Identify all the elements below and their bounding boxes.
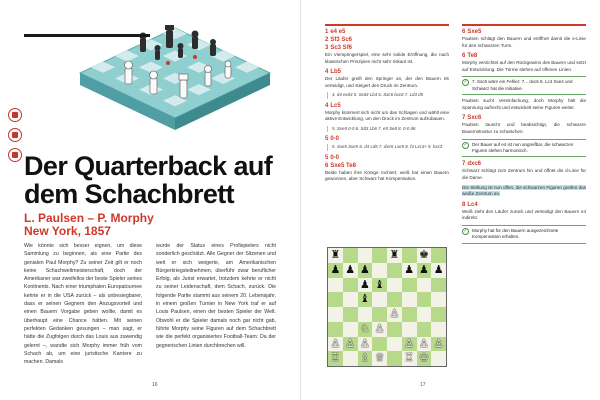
move-number: 7 — [462, 115, 466, 122]
move-heading — [325, 28, 449, 36]
board-square — [328, 307, 343, 322]
move-notation: 0-0 — [330, 136, 340, 143]
board-square — [402, 292, 417, 307]
chess-piece-icon: ♙ — [374, 321, 385, 335]
chess-diagram — [327, 247, 447, 367]
move-notation: 0-0 — [330, 154, 340, 161]
move-notation: Te8 — [467, 53, 478, 60]
check-icon: ✓ — [463, 79, 468, 86]
chess-piece-icon: ♕ — [374, 351, 385, 365]
move-notation: Sf3 Sc6 — [330, 37, 353, 43]
annotation-note — [462, 76, 586, 95]
board-square — [343, 292, 358, 307]
column-rule — [325, 24, 449, 26]
move-heading — [325, 68, 449, 76]
move-number: 6 — [325, 162, 329, 169]
chess-piece-icon: ♝ — [374, 277, 385, 291]
chess-piece-icon: ♜ — [330, 248, 341, 261]
chess-piece-icon: ♜ — [389, 248, 400, 261]
board-square — [402, 322, 417, 337]
variation-line: 5. Sxe5 0-0 6. Sd3 Lb6 7. e5 Se8 8. 0-0 d6 — [327, 126, 449, 132]
board-square — [417, 307, 432, 322]
commentary-paragraph: Paulsen sucht Vereinfachung, doch Morphy hält die Spannung aufrecht und entwickelt seine Figuren weiter. — [462, 98, 586, 110]
board-square — [328, 278, 343, 293]
game-byline — [24, 212, 154, 238]
highlighted-paragraph — [462, 185, 586, 198]
move-number: 4 — [325, 69, 329, 76]
move-notation: Sc3 Sf6 — [330, 45, 353, 51]
board-square — [417, 278, 432, 293]
commentary-paragraph: Der Läufer greift den Springer an, der den Bauern e5 verteidigt, und steigert den Druck im Zentrum. — [325, 76, 449, 88]
move-heading — [325, 102, 449, 110]
board-square — [431, 278, 446, 293]
commentary-paragraph: Weiß zieht den Läufer zurück und verteidigt den Bauern e4 indirekt. — [462, 208, 586, 221]
variation-line: 5. Sxe5 Sxe5 6. d4 Ld6 7. dxe5 Lxe5 8. f4 Lxc3+ 9. bxc3 — [327, 144, 449, 150]
move-heading — [462, 52, 586, 60]
move-number: 6 — [462, 53, 466, 60]
chess-piece-icon: ♙ — [345, 336, 356, 350]
check-icon: ✓ — [463, 141, 468, 148]
move-notation: Lc5 — [330, 102, 341, 109]
board-square — [431, 307, 446, 322]
chess-piece-icon: ♖ — [404, 351, 415, 365]
move-heading — [462, 28, 586, 36]
move-number: 7 — [462, 161, 466, 168]
body-column-1: Wie könnte sich besser eignen, um diese Sammlung zu beginnen, als eine Partie des genialen Paul Morphy? Zu seiner Zeit gilt er noch keine Schachweltmeisterschaft, doch der Amerikaner war zweifellos der beste Spieler seines Kontinents. Nach einer triumphalen Europatournee kehrte er in die USA zurück – als unbesiegbarer, dass er seinen Gegnern den Anzugsvorteil und einen Bauern Vorgabe geben wollte, damit es überhaupt eine Chance hätten. Mit seinen perfekten Gedanken gesungen – man sagt, er hätte die Zugfolgen durch das Louis aus zuwendig gelernt –, wandte sich Morphy immer früh vom Schach ab, um eine juristische Karriere zu machen. Damals — [24, 243, 142, 366]
players-label: L. Paulsen – P. Morphy — [24, 211, 154, 225]
board-square — [343, 351, 358, 366]
move-notation: Lb5 — [330, 69, 342, 76]
chess-piece-icon: ♗ — [359, 351, 370, 365]
commentary-paragraph: Ein Vierspringerspiel, eine sehr solide Eröffnung, die nach klassischen Prinzipien nicht sehr riskant ist. — [325, 52, 449, 64]
board-square — [387, 322, 402, 337]
moves-column-a — [325, 24, 449, 186]
board-square — [431, 322, 446, 337]
chess-piece-icon: ♙ — [389, 307, 400, 320]
board-square — [417, 292, 432, 307]
annotation-note — [462, 225, 586, 244]
theme-icon — [8, 148, 22, 162]
chess-piece-icon: ♟ — [330, 262, 341, 276]
move-notation: Sxe5 Te8 — [330, 162, 356, 169]
chess-piece-icon: ♖ — [330, 351, 341, 365]
commentary-paragraph: Morphy verzichtet auf den Rückgewinn des Bauern und setzt auf Entwicklung. Die Türme stehen auf offenen Linien. — [462, 60, 586, 72]
chess-piece-icon: ♚ — [418, 248, 429, 261]
chess-piece-icon: ♝ — [359, 292, 370, 306]
commentary-paragraph: Morphy kümmert sich nicht um das Schlagen und wählt eine aktive Entwicklung, um den Druck im Zentrum aufzubauen. — [325, 109, 449, 122]
board-square — [387, 351, 402, 366]
chess-piece-icon: ♙ — [359, 336, 370, 350]
chess-piece-icon: ♙ — [433, 336, 444, 350]
chess-piece-icon: ♙ — [418, 336, 429, 350]
chess-piece-icon: ♔ — [418, 351, 429, 365]
annotation-note — [462, 139, 586, 158]
isometric-chessboard-illustration — [70, 8, 280, 148]
move-number: 1 — [325, 29, 329, 35]
move-number: 8 — [462, 201, 466, 208]
board-square — [402, 278, 417, 293]
commentary-paragraph: Beide haben ihre Könige rochiert, weiß hat einen Bauern gewonnen, aber Schwarz hat Kompensation. — [325, 169, 449, 182]
board-square — [431, 351, 446, 366]
board-square — [372, 263, 387, 278]
board-square — [343, 307, 358, 322]
check-icon: ✓ — [463, 227, 468, 234]
board-square — [328, 292, 343, 307]
move-number: 6 — [462, 29, 466, 35]
title-line-1: Der Quarterback auf — [24, 151, 273, 181]
move-number: 2 — [325, 37, 329, 43]
board-square — [431, 248, 446, 263]
board-square — [387, 278, 402, 293]
chess-piece-icon: ♟ — [345, 262, 356, 276]
move-heading — [325, 154, 449, 162]
move-number: 3 — [325, 45, 329, 51]
note-text: 7. Sxc6 wäre ein Fehler: 7... dxc6 8. Lc4 Sxe4 und Schwarz hat die Initiative. — [472, 79, 573, 91]
board-square — [343, 278, 358, 293]
board-square — [387, 292, 402, 307]
board-square — [358, 307, 373, 322]
page-number-left: 16 — [152, 382, 158, 388]
move-number: 5 — [325, 136, 329, 143]
move-heading — [462, 201, 586, 209]
board-square — [387, 263, 402, 278]
header-rule — [24, 34, 150, 37]
board-square — [372, 292, 387, 307]
move-notation: Sxc6 — [467, 115, 482, 122]
move-heading — [325, 44, 449, 52]
tempo-icon — [8, 128, 22, 142]
move-notation: e4 e5 — [330, 29, 346, 35]
board-square — [402, 248, 417, 263]
board-square — [358, 248, 373, 263]
chess-piece-icon: ♟ — [359, 262, 370, 276]
chess-piece-icon: ♟ — [359, 277, 370, 291]
chess-piece-icon: ♟ — [404, 262, 415, 276]
board-square — [417, 322, 432, 337]
note-text: Der Bauer auf e4 ist nun angreifbar, die schwarzen Figuren stehen harmonisch. — [472, 141, 574, 153]
move-number: 5 — [325, 154, 329, 161]
board-square — [372, 307, 387, 322]
move-heading — [462, 114, 586, 122]
board-square — [372, 248, 387, 263]
board-square — [402, 307, 417, 322]
chapter-title — [24, 152, 294, 208]
variation-line: 4. d4 exd4 5. Sxd4 Lb4 6. Sxc6 bxc6 7. Ld3 d5 — [327, 92, 449, 98]
column-rule — [462, 24, 586, 26]
note-text: Morphy hat für den Bauern ausgezeichnete Kompensation erhalten. — [472, 227, 559, 240]
board-square — [343, 248, 358, 263]
move-heading — [325, 162, 449, 170]
chess-piece-icon: ♙ — [404, 336, 415, 350]
commentary-paragraph: Schwarz schlägt zum Zentrum hin und öffnet die d-Linie für die Dame. — [462, 168, 586, 180]
commentary-paragraph: Paulsen schlägt den Bauern und eröffnet damit die e-Linie für den schwarzen Turm. — [462, 36, 586, 48]
move-notation: Sxe5 — [467, 29, 482, 35]
place-date-label: New York, 1857 — [24, 224, 111, 238]
page-number-right: 17 — [420, 382, 426, 388]
body-column-2: wurde der Status eines Profispielers nicht sonderlich geschätzt. Alle Gegner der Sitzenen und weit er sich weigerte, am Amerikanischen Bürgerkriegsteilnehmen, überführ zwar beruflicher Erfolg, als Jurist erwartet, trotzdem kehrte er nicht zu seiner Leidenschaft, dem Schach, zurück. Die folgende Partie stammt aus seinem 20. Lebensjahr, in einem großen Turnier in New York traf er auf Louis Paulsen, einen der besten Spieler der Welt. Obwohl er die Spieler damals noch gar nicht gab, führte Morphy seine Figuren auf dem Schachbrett wie die perfekt organisiertes Football-Team: Da der gegnerischen Linien durchbrechen will. — [156, 243, 276, 349]
chess-piece-icon: ♙ — [330, 336, 341, 350]
move-number: 4 — [325, 102, 329, 109]
move-heading — [325, 36, 449, 44]
board-square — [431, 292, 446, 307]
category-icons — [8, 108, 24, 168]
chess-piece-icon: ♟ — [418, 262, 429, 276]
move-notation: dxc6 — [467, 161, 482, 168]
board-square — [343, 322, 358, 337]
chess-piece-icon: ♟ — [433, 262, 444, 276]
move-heading — [462, 160, 586, 168]
board-square — [387, 337, 402, 352]
move-heading — [325, 135, 449, 143]
move-notation: Lc4 — [467, 201, 478, 208]
commentary-paragraph: Paulsen tauscht und beabsichtigt, die schwarze Bauernstruktur zu schwächen. — [462, 122, 586, 134]
chess-piece-icon: ♘ — [359, 321, 370, 335]
board-square — [328, 322, 343, 337]
difficulty-icon — [8, 108, 22, 122]
board-square — [372, 337, 387, 352]
highlight-text: Die Stellung ist nun offen, die schwarzen Figuren greifen das weiße Zentrum an. — [462, 184, 586, 197]
title-line-2: dem Schachbrett — [24, 179, 235, 209]
moves-column-b — [462, 24, 586, 247]
